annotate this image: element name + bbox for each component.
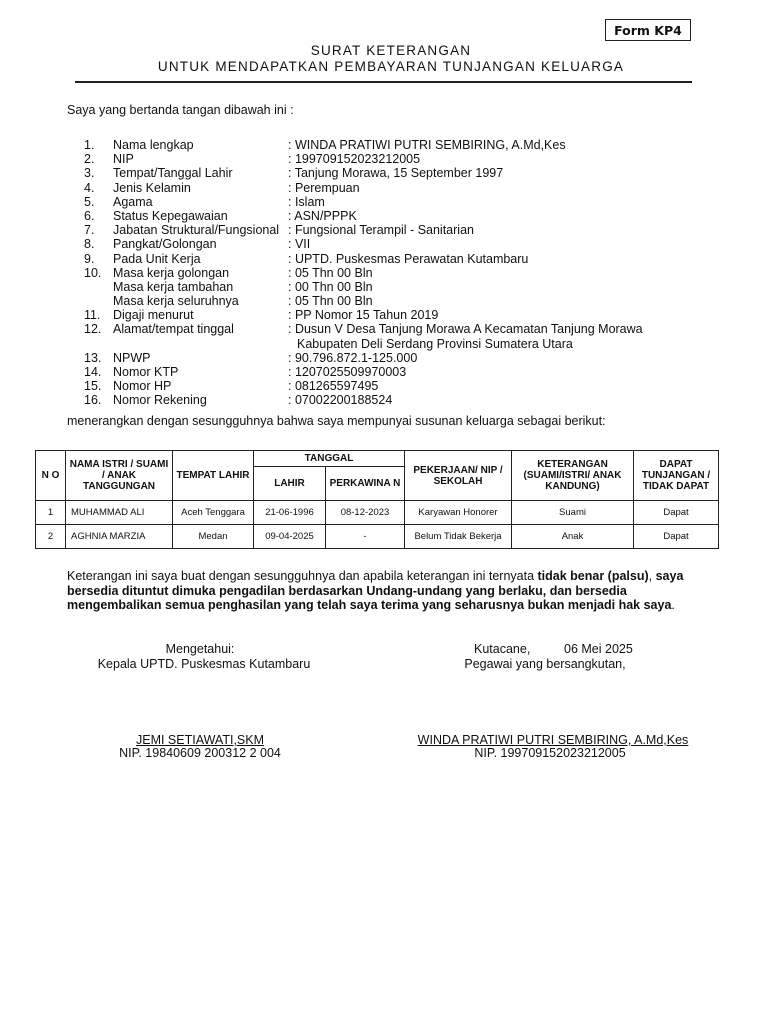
intro-text: Saya yang bertanda tangan dibawah ini : xyxy=(67,103,294,117)
field-label: Tempat/Tanggal Lahir xyxy=(113,166,233,181)
field-row xyxy=(0,294,768,308)
field-number: 2. xyxy=(84,152,95,167)
field-label: Nomor Rekening xyxy=(113,393,207,408)
header-birthplace: TEMPAT LAHIR xyxy=(173,451,254,501)
left-signatory-nip: NIP. 19840609 200312 2 004 xyxy=(119,746,281,760)
field-row xyxy=(0,237,768,251)
header-name: NAMA ISTRI / SUAMI / ANAK TANGGUNGAN xyxy=(66,451,173,501)
closing-text-2: , xyxy=(648,569,653,583)
statement-text: menerangkan dengan sesungguhnya bahwa saya mempunyai susunan keluarga sebagai berikut: xyxy=(67,414,606,428)
field-value: : 07002200188524 xyxy=(288,393,393,408)
header-no: N O xyxy=(36,451,66,501)
field-row xyxy=(0,393,768,407)
field-label: Nama lengkap xyxy=(113,138,194,152)
header-relation: KETERANGAN (SUAMI/ISTRI/ ANAK KANDUNG) xyxy=(512,451,634,501)
cell-job: Belum Tidak Bekerja xyxy=(405,525,512,549)
field-row xyxy=(0,138,768,152)
cell-no: 1 xyxy=(36,501,66,525)
field-row xyxy=(0,322,768,350)
field-value: : VII xyxy=(288,237,311,252)
field-value: : 05 Thn 00 Bln xyxy=(288,265,373,280)
field-label: Nomor HP xyxy=(113,379,172,394)
field-row xyxy=(0,152,768,166)
field-row xyxy=(0,195,768,209)
cell-marriage-date: - xyxy=(326,525,405,549)
closing-text-3: . xyxy=(671,598,675,613)
right-sign-place: Kutacane, xyxy=(474,642,531,656)
field-label: Pangkat/Golongan xyxy=(113,237,217,252)
field-value: : Perempuan xyxy=(288,180,360,195)
cell-name: AGHNIA MARZIA xyxy=(66,525,173,549)
cell-birth-date: 09-04-2025 xyxy=(254,525,326,549)
cell-birth-date: 21-06-1996 xyxy=(254,501,326,525)
header-job: PEKERJAAN/ NIP / SEKOLAH xyxy=(405,451,512,501)
field-row xyxy=(0,351,768,365)
field-label: Agama xyxy=(113,194,153,209)
field-row xyxy=(0,308,768,322)
field-value-continued: Kabupaten Deli Serdang Provinsi Sumatera Utara xyxy=(297,336,573,351)
left-sign-acknowledge: Mengetahui: xyxy=(165,642,235,656)
field-label: NIP xyxy=(113,152,134,167)
field-value: : Dusun V Desa Tanjung Morawa A Kecamatan Tanjung Morawa xyxy=(288,322,643,337)
left-signatory-name: JEMI SETIAWATI,SKM xyxy=(135,733,264,747)
field-value: : Islam xyxy=(288,194,325,209)
field-number: 7. xyxy=(84,223,95,238)
form-code-box: Form KP4 xyxy=(605,19,691,41)
personal-data-list xyxy=(0,138,768,408)
table-row xyxy=(36,501,719,525)
field-number: 13. xyxy=(84,350,102,365)
field-number: 3. xyxy=(84,166,95,181)
field-row xyxy=(0,209,768,223)
field-label: Masa kerja seluruhnya xyxy=(113,294,239,309)
table-row xyxy=(36,525,719,549)
field-label: Jabatan Struktural/Fungsional xyxy=(113,223,280,238)
field-number: 1. xyxy=(84,138,95,152)
field-value: : 1207025509970003 xyxy=(288,365,407,380)
field-number: 6. xyxy=(84,208,95,223)
cell-name: MUHAMMAD ALI xyxy=(66,501,173,525)
field-value: : WINDA PRATIWI PUTRI SEMBIRING, A.Md,Kes xyxy=(288,138,566,152)
field-value: : 081265597495 xyxy=(288,379,379,394)
field-label: Status Kepegawaian xyxy=(113,208,228,223)
field-row xyxy=(0,252,768,266)
field-value: : Tanjung Morawa, 15 September 1997 xyxy=(288,166,504,181)
cell-relation: Suami xyxy=(512,501,634,525)
closing-bold-2: saya bersedia dituntut dimuka pengadilan berdasarkan Undang-undang yang berlaku, dan bersedia mengembalikan semua penghasilan yang telah saya terima yang seharusnya bukan menjadi hak saya xyxy=(67,569,684,613)
cell-relation: Anak xyxy=(512,525,634,549)
field-number: 5. xyxy=(84,194,95,209)
cell-birthplace: Aceh Tenggara xyxy=(173,501,254,525)
document-title: SURAT KETERANGAN xyxy=(310,43,472,58)
field-row xyxy=(0,365,768,379)
field-value: : Fungsional Terampil - Sanitarian xyxy=(288,223,474,238)
document-subtitle: UNTUK MENDAPATKAN PEMBAYARAN TUNJANGAN KELUARGA xyxy=(157,59,625,74)
field-value: : UPTD. Puskesmas Perawatan Kutambaru xyxy=(288,251,529,266)
header-date-group: TANGGAL xyxy=(254,451,405,467)
field-label: Digaji menurut xyxy=(113,308,194,323)
field-row xyxy=(0,266,768,280)
field-label: Jenis Kelamin xyxy=(113,180,191,195)
field-number: 11. xyxy=(84,308,101,323)
title-divider xyxy=(75,81,692,83)
field-number: 8. xyxy=(84,237,95,252)
right-signatory-nip: NIP. 199709152023212005 xyxy=(474,746,626,760)
field-value: : 05 Thn 00 Bln xyxy=(288,294,373,309)
field-row xyxy=(0,280,768,294)
header-allowance: DAPAT TUNJANGAN / TIDAK DAPAT xyxy=(634,451,719,501)
field-number: 15. xyxy=(84,379,102,394)
field-value: : 199709152023212005 xyxy=(288,152,421,167)
field-number: 10. xyxy=(84,265,102,280)
field-number: 9. xyxy=(84,251,95,266)
family-table xyxy=(35,450,719,549)
cell-allowance: Dapat xyxy=(634,525,719,549)
field-value: : PP Nomor 15 Tahun 2019 xyxy=(288,308,439,323)
cell-marriage-date: 08-12-2023 xyxy=(326,501,405,525)
field-number: 4. xyxy=(84,180,95,195)
field-number: 14. xyxy=(84,365,102,380)
header-marriage-date: PERKAWINA N xyxy=(326,467,405,501)
field-row xyxy=(0,223,768,237)
field-label: Alamat/tempat tinggal xyxy=(113,322,234,337)
closing-bold-1: tidak benar (palsu) xyxy=(537,569,649,583)
field-value: : 90.796.872.1-125.000 xyxy=(288,350,418,365)
right-sign-position: Pegawai yang bersangkutan, xyxy=(464,657,626,671)
field-row xyxy=(0,181,768,195)
cell-job: Karyawan Honorer xyxy=(405,501,512,525)
cell-no: 2 xyxy=(36,525,66,549)
field-row xyxy=(0,166,768,180)
field-row xyxy=(0,379,768,393)
right-sign-date: 06 Mei 2025 xyxy=(564,642,633,656)
closing-statement xyxy=(67,569,717,613)
left-sign-position: Kepala UPTD. Puskesmas Kutambaru xyxy=(97,657,311,671)
field-number: 12. xyxy=(84,322,102,337)
field-number: 16. xyxy=(84,393,102,408)
cell-birthplace: Medan xyxy=(173,525,254,549)
header-birth-date: LAHIR xyxy=(254,467,326,501)
field-value: : 00 Thn 00 Bln xyxy=(288,279,373,294)
field-value: : ASN/PPPK xyxy=(288,208,357,223)
field-label: NPWP xyxy=(113,350,151,365)
closing-text-1: Keterangan ini saya buat dengan sesungguhnya dan apabila keterangan ini ternyata xyxy=(67,569,538,583)
cell-allowance: Dapat xyxy=(634,501,719,525)
field-label: Masa kerja golongan xyxy=(113,265,230,280)
field-label: Masa kerja tambahan xyxy=(113,279,234,294)
field-label: Pada Unit Kerja xyxy=(113,251,201,266)
right-signatory-name: WINDA PRATIWI PUTRI SEMBIRING, A.Md,Kes xyxy=(417,733,689,747)
field-label: Nomor KTP xyxy=(113,365,179,380)
